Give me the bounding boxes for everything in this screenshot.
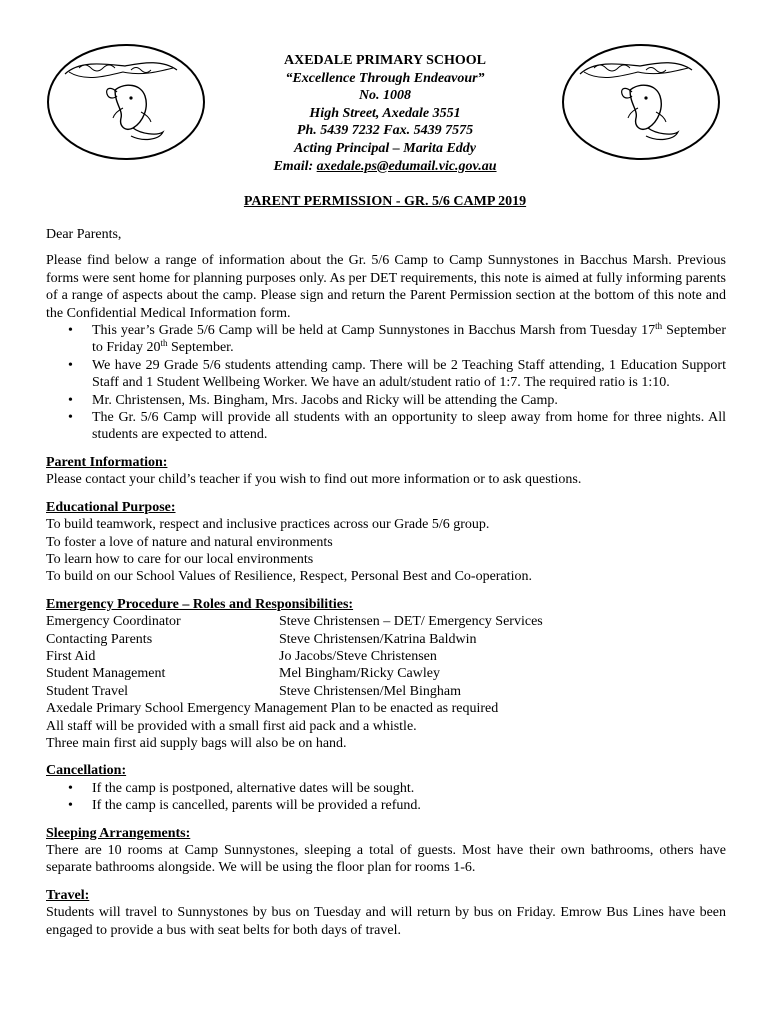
document-title: PARENT PERMISSION - GR. 5/6 CAMP 2019: [243, 194, 527, 209]
school-email-line: [160, 158, 610, 176]
parent-info-heading: Parent Information:: [46, 454, 168, 470]
list-item: • Mr. Christensen, Ms. Bingham, Mrs. Jacobs and Ricky will be attending the Camp.: [68, 392, 558, 408]
list-item: To build on our School Values of Resilience, Respect, Personal Best and Co-operation.: [46, 569, 532, 585]
role-name: First Aid: [46, 648, 96, 664]
role-row: [46, 631, 726, 648]
sleeping-section: [46, 825, 726, 877]
emergency-note: All staff will be provided with a small first aid pack and a whistle.: [46, 718, 417, 734]
emergency-section: [46, 596, 726, 753]
cancellation-heading: Cancellation:: [46, 763, 127, 779]
role-person: Jo Jacobs/Steve Christensen: [279, 648, 437, 664]
school-motto: “Excellence Through Endeavour”: [285, 70, 485, 86]
salutation: Dear Parents,: [46, 227, 122, 242]
intro-bullet-list: [46, 322, 726, 444]
role-row: [46, 665, 726, 682]
travel-section: [46, 887, 726, 939]
sleeping-heading: Sleeping Arrangements:: [46, 825, 191, 841]
bullet-icon: •: [68, 357, 73, 373]
list-item: • If the camp is cancelled, parents will be provided a refund.: [68, 798, 421, 814]
role-name: Student Travel: [46, 683, 129, 699]
emergency-note: Axedale Primary School Emergency Management Plan to be enacted as required: [46, 701, 499, 717]
role-row: [46, 683, 726, 700]
school-address: High Street, Axedale 3551: [309, 105, 461, 121]
list-item: To learn how to care for our local environments: [46, 551, 314, 567]
list-item: • This year’s Grade 5/6 Camp will be held at Camp Sunnystones in Bacchus Marsh from Tuesday 17th September to Friday 20th September.: [68, 321, 726, 356]
list-item: To foster a love of nature and natural environments: [46, 534, 333, 550]
school-principal: Acting Principal – Marita Eddy: [293, 140, 476, 156]
intro-paragraph: Please find below a range of information about the Gr. 5/6 Camp to Camp Sunnystones in Bacchus Marsh. Previous forms were sent home for planning purposes only. As per DET requirements, this note is aimed at fully informing parents of a range of aspects about the camp. Please sign and return the Parent Permission section at the bottom of this note and the Confidential Medical Information form.: [46, 253, 726, 321]
bullet-icon: •: [68, 780, 73, 796]
role-name: Emergency Coordinator: [46, 614, 181, 630]
emergency-heading: Emergency Procedure – Roles and Responsibilities:: [46, 596, 354, 612]
school-phone: Ph. 5439 7232 Fax. 5439 7575: [296, 123, 474, 139]
educational-purpose-heading: Educational Purpose:: [46, 499, 176, 515]
sleeping-text: There are 10 rooms at Camp Sunnystones, sleeping a total of guests. Most have their own bathrooms, others have separate bathrooms alongside. We will be using the floor plan for rooms 1-6.: [46, 843, 726, 876]
bullet-icon: •: [68, 392, 73, 408]
list-item: • We have 29 Grade 5/6 students attending camp. There will be 2 Teaching Staff attending, 1 Education Support Staff and 1 Student Wellbeing Worker. We have an adult/student ratio of 1:7. The required ratio is 1:10.: [68, 357, 726, 391]
email-link[interactable]: axedale.ps@edumail.vic.gov.au: [316, 158, 497, 174]
emergency-note: Three main first aid supply bags will also be on hand.: [46, 735, 347, 751]
bullet-icon: •: [68, 410, 73, 426]
school-header: [160, 52, 610, 175]
document-body: [46, 226, 726, 939]
parent-info-section: [46, 454, 726, 489]
cancellation-bullet-list: [46, 780, 726, 815]
school-number: No. 1008: [358, 88, 412, 104]
role-name: Contacting Parents: [46, 631, 153, 647]
travel-text: Students will travel to Sunnystones by bus on Tuesday and will return by bus on Friday. Emrow Bus Lines have been engaged to provide a bus with seat belts for both days of travel.: [46, 905, 726, 938]
role-person: Steve Christensen/Katrina Baldwin: [279, 631, 477, 647]
bullet-icon: •: [68, 323, 73, 339]
list-item: • If the camp is postponed, alternative dates will be sought.: [68, 780, 415, 796]
cancellation-section: [46, 762, 726, 814]
role-name: Student Management: [46, 666, 166, 682]
role-row: [46, 613, 726, 630]
travel-heading: Travel:: [46, 887, 90, 903]
list-item: • The Gr. 5/6 Camp will provide all students with an opportunity to sleep away from home for three nights. All students are expected to attend.: [68, 410, 726, 443]
list-item: To build teamwork, respect and inclusive practices across our Grade 5/6 group.: [46, 517, 490, 533]
bullet-icon: •: [68, 798, 73, 814]
educational-purpose-section: [46, 499, 726, 586]
role-row: [46, 648, 726, 665]
role-person: Steve Christensen – DET/ Emergency Services: [279, 614, 543, 630]
role-person: Steve Christensen/Mel Bingham: [279, 683, 461, 699]
parent-info-text: Please contact your child’s teacher if you wish to find out more information or to ask questions.: [46, 472, 582, 488]
school-name: AXEDALE PRIMARY SCHOOL: [283, 53, 486, 68]
role-person: Mel Bingham/Ricky Cawley: [279, 666, 440, 682]
email-label: Email:: [273, 158, 317, 174]
